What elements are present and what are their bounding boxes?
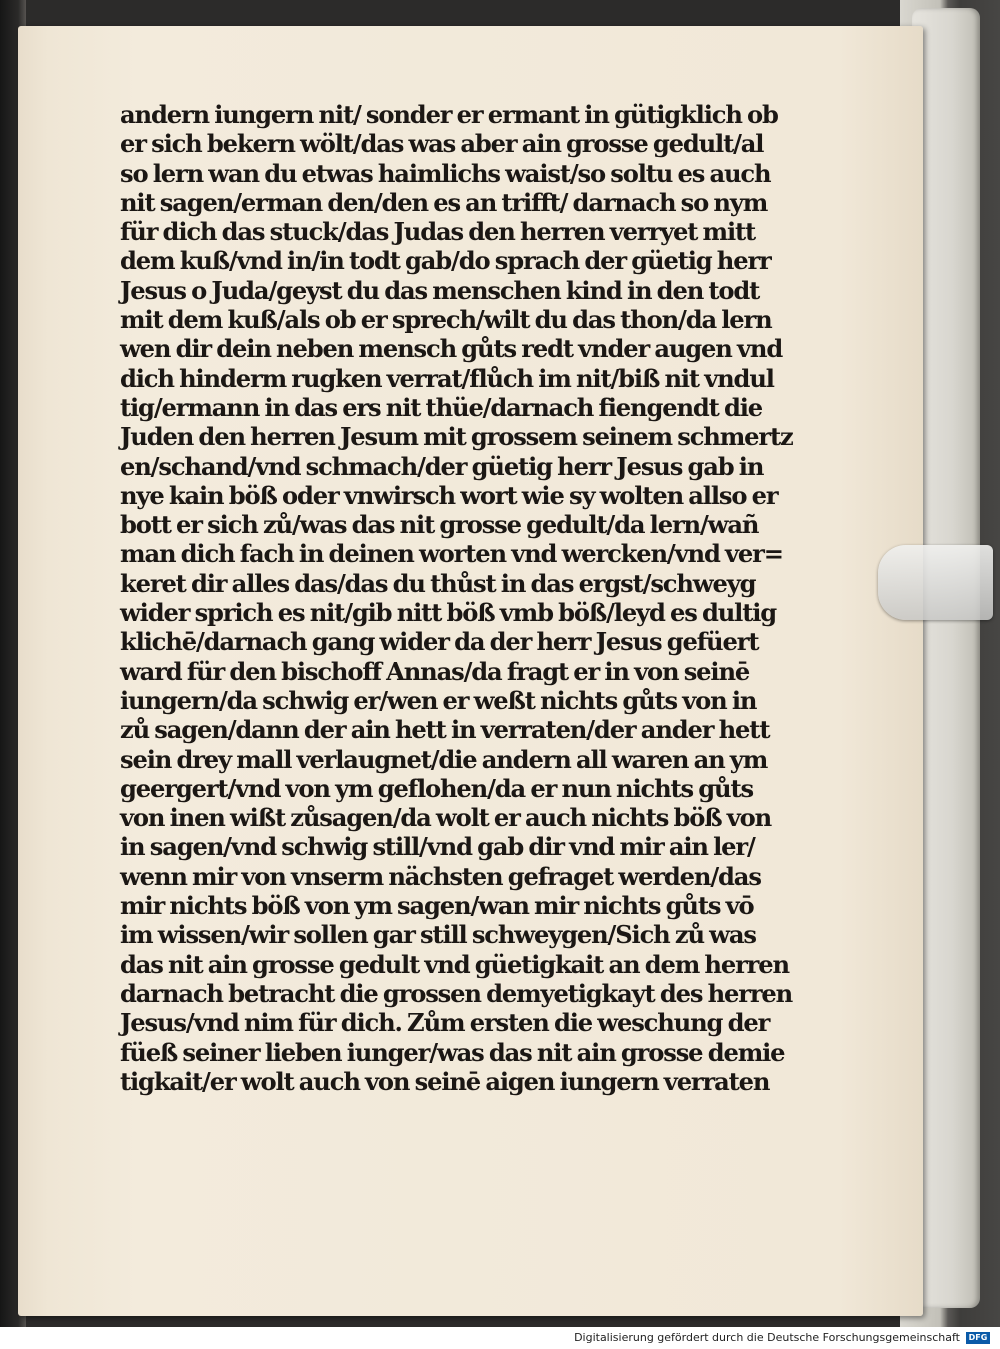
text-line: nye kain böß oder vnwirsch wort wie sy wolten allso er [120,480,778,510]
text-line: Jesus/vnd nim für dich. Zům ersten die weschung der [120,1008,770,1038]
text-line: klichē/darnach gang wider da der herr Jesus gefüert [120,627,759,657]
text-line: tig/ermann in das ers nit thüe/darnach fiengendt die [120,392,762,422]
text-line: wenn mir von vnserm nächsten gefraget werden/das [120,861,761,891]
text-line: iungern/da schwig er/wen er weßt nichts gůts von in [120,685,757,715]
text-line: keret dir alles das/das du thůst in das ergst/schweyg [120,568,756,598]
text-line: bott er sich zů/was das nit grosse gedult/da lern/wañ [120,510,759,540]
text-line: en/schand/vnd schmach/der güetig herr Jesus gab in [120,451,764,481]
text-line: Juden den herren Jesum mit grossem seinem schmertz [120,422,793,452]
text-line: so lern wan du etwas haimlichs waist/so soltu es auch [120,158,771,188]
page-clip [878,545,993,620]
text-line: mir nichts böß von ym sagen/wan mir nichts gůts vō [120,891,754,921]
text-line: man dich fach in deinen worten vnd wercken/vnd ver= [120,539,783,569]
footer-bar [0,1327,1000,1349]
text-line: andern iungern nit/ sonder er ermant in gütigklich ob [120,100,778,129]
text-line: für dich das stuck/das Judas den herren verryet mitt [120,217,756,247]
text-line: sein drey mall verlaugnet/die andern all waren an ym [120,744,768,774]
page-text [120,100,793,1096]
text-line: füeß seiner lieben iunger/was das nit ain grosse demie [120,1037,785,1067]
text-line: dich hinderm rugken verrat/flůch im nit/biß nit vndul [120,363,774,393]
text-line: dem kuß/vnd in/in todt gab/do sprach der güetig herr [120,246,771,276]
text-line: wen dir dein neben mensch gůts redt vnder augen vnd [120,334,783,364]
text-line: tigkait/er wolt auch von seinē aigen iungern verraten [120,1066,770,1096]
text-line: ward für den bischoff Annas/da fragt er in von seinē [120,656,750,686]
text-line: das nit ain grosse gedult vnd güetigkait an dem herren [120,949,789,979]
text-line: zů sagen/dann der ain hett in verraten/der ander hett [120,715,770,745]
text-line: geergert/vnd von ym geflohen/da er nun nichts gůts [120,773,753,803]
text-line: er sich bekern wölt/das was aber ain grosse gedult/al [120,129,764,159]
dfg-logo: DFG [966,1332,990,1344]
text-line: mit dem kuß/als ob er sprech/wilt du das thon/da lern [120,305,772,335]
text-line: darnach betracht die grossen demyetigkayt des herren [120,978,793,1008]
funding-credit: Digitalisierung gefördert durch die Deutsche Forschungsgemeinschaft [574,1331,960,1344]
text-line: in sagen/vnd schwig still/vnd gab dir vnd mir ain ler/ [120,832,755,862]
text-line: von inen wißt zůsagen/da wolt er auch nichts böß von [120,803,772,833]
text-line: nit sagen/erman den/den es an trifft/ darnach so nym [120,187,768,217]
text-line: wider sprich es nit/gib nitt böß vmb böß/leyd es dultig [120,598,777,628]
text-line: im wissen/wir sollen gar still schweygen/Sich zů was [120,920,756,950]
text-line: Jesus o Juda/geyst du das menschen kind in den todt [120,275,760,305]
